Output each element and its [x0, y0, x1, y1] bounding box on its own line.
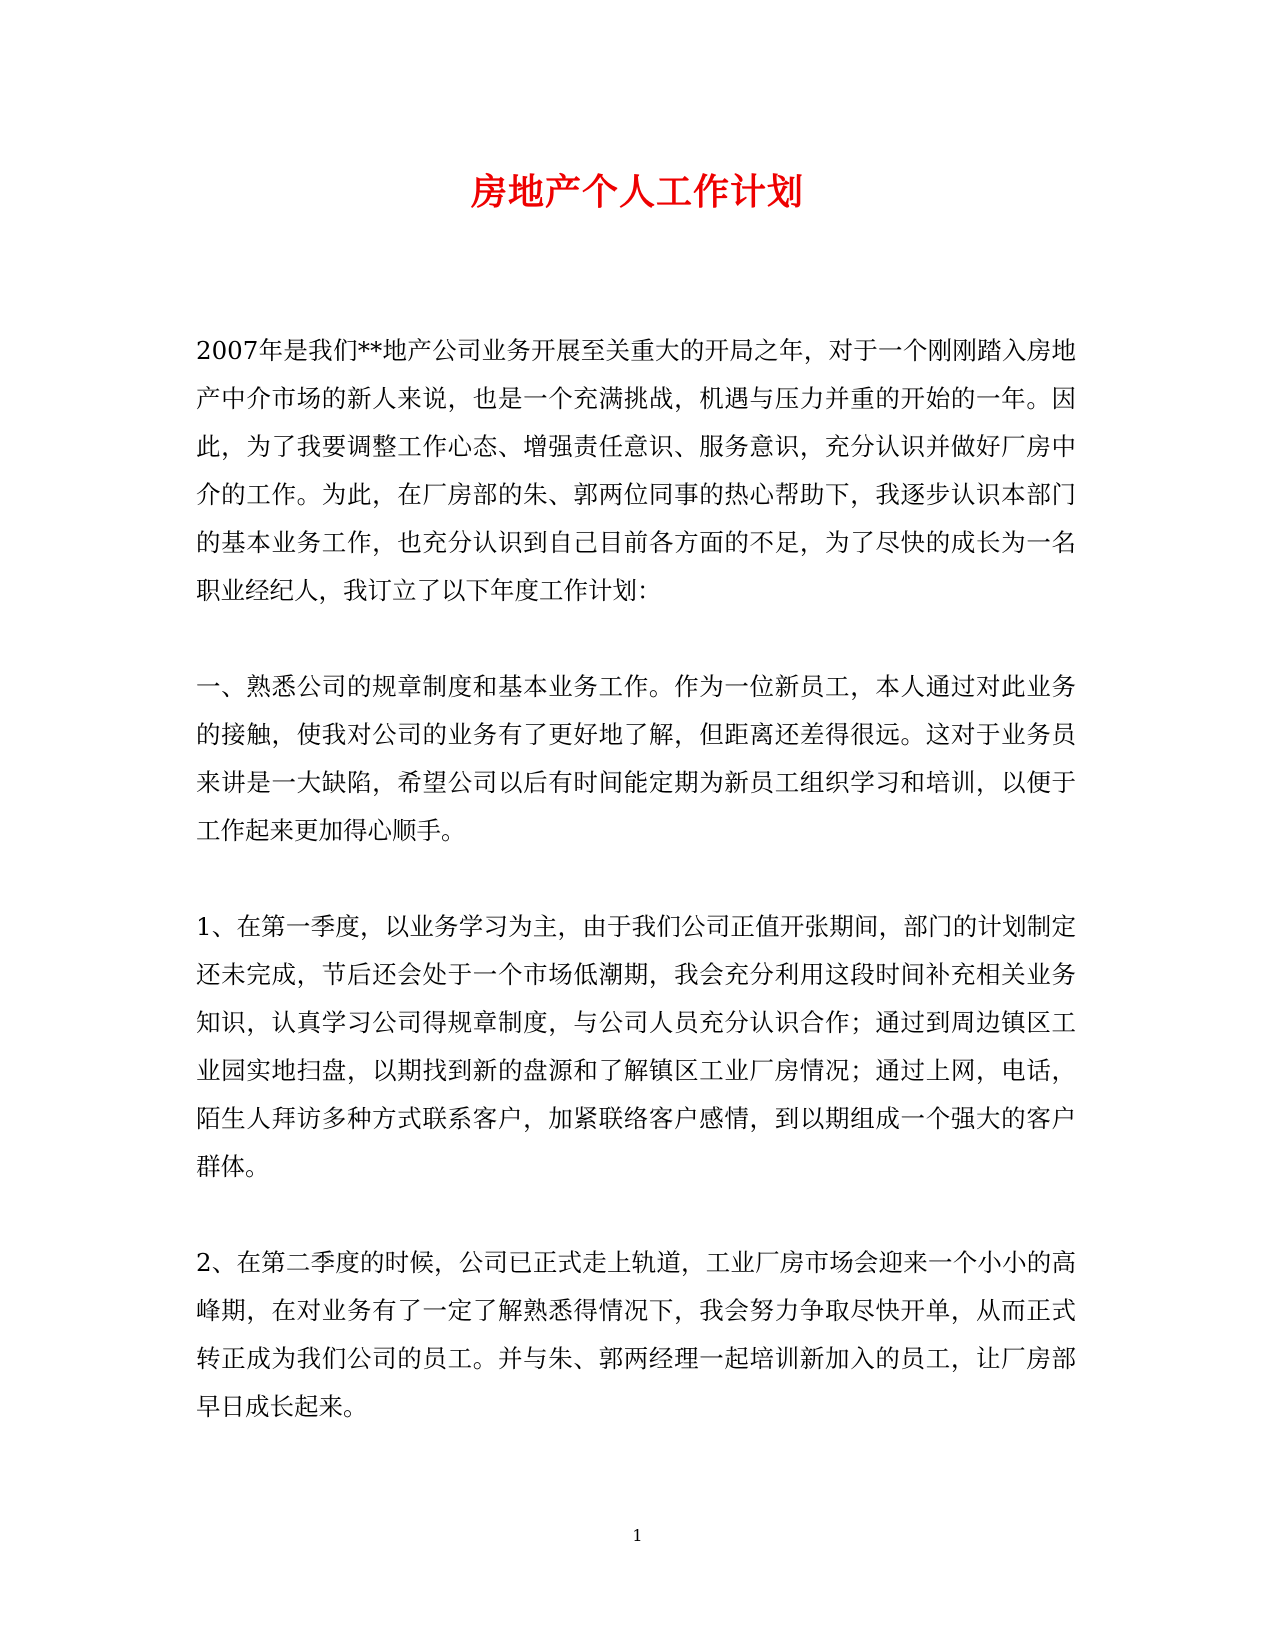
paragraph-intro: 2007年是我们**地产公司业务开展至关重大的开局之年，对于一个刚刚踏入房地产中介市场的新人来说，也是一个充满挑战，机遇与压力并重的开始的一年。因此，为了我要调整工作心态、增强责任意识、服务意识，充分认识并做好厂房中介的工作。为此，在厂房部的朱、郭两位同事的热心帮助下，我逐步认识本部门的基本业务工作，也充分认识到自己目前各方面的不足，为了尽快的成长为一名职业经纪人，我订立了以下年度工作计划： — [196, 336, 1076, 605]
document-title: 房地产个人工作计划 — [470, 171, 804, 213]
document-body — [196, 327, 1076, 1479]
paragraph-section-one: 一、熟悉公司的规章制度和基本业务工作。作为一位新员工，本人通过对此业务的接触，使我对公司的业务有了更好地了解，但距离还差得很远。这对于业务员来讲是一大缺陷，希望公司以后有时间能定期为新员工组织学习和培训，以便于工作起来更加得心顺手。 — [196, 672, 1076, 845]
paragraph-item-one: 1、在第一季度，以业务学习为主，由于我们公司正值开张期间，部门的计划制定还未完成，节后还会处于一个市场低潮期，我会充分利用这段时间补充相关业务知识，认真学习公司得规章制度，与公司人员充分认识合作；通过到周边镇区工业园实地扫盘，以期找到新的盘源和了解镇区工业厂房情况；通过上网，电话，陌生人拜访多种方式联系客户，加紧联络客户感情，到以期组成一个强大的客户群体。 — [196, 912, 1076, 1181]
paragraph-item-two: 2、在第二季度的时候，公司已正式走上轨道，工业厂房市场会迎来一个小小的高峰期，在对业务有了一定了解熟悉得情况下，我会努力争取尽快开单，从而正式转正成为我们公司的员工。并与朱、郭两经理一起培训新加入的员工，让厂房部早日成长起来。 — [196, 1248, 1076, 1421]
page-number: 1 — [632, 1526, 643, 1545]
